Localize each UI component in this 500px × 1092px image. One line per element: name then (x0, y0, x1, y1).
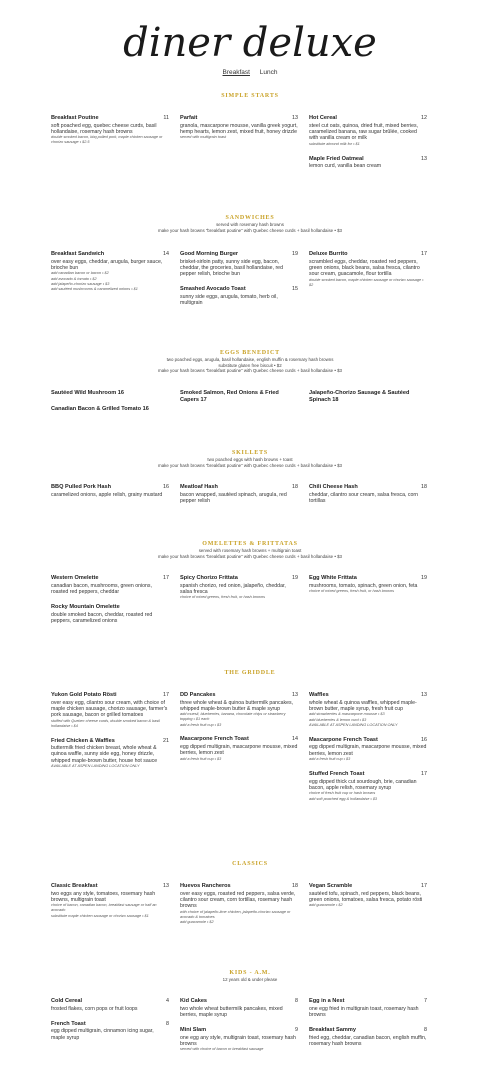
menu-item-price: 17 (163, 575, 169, 581)
menu-item-description: sautéed tofu, spinach, red peppers, black beans, green onions, tomatoes, salsa fresca, potato rösti (309, 890, 423, 903)
menu-item-description: canadian bacon, mushrooms, green onions, roasted red peppers, cheddar (51, 582, 152, 595)
menu-column (51, 390, 169, 422)
menu-section (0, 93, 500, 170)
menu-item-description: whole wheat & quinoa waffles, whipped maple-brown butter, maple syrup, fresh fruit cup (309, 699, 417, 712)
menu-item-note: add a fresh fruit cup • $3 (309, 757, 351, 762)
menu-item (309, 390, 427, 404)
section-subtitle: served with rosemary hash browns + multigrain toast (198, 548, 302, 553)
menu-column (180, 115, 298, 149)
section-subtitle: make your hash browns "breakfast poutine" with Quebec cheese curds + basil hollandaise • $3 (158, 368, 342, 374)
menu-section (0, 970, 500, 1052)
menu-item-description: sunny side eggs, arugula, tomato, herb oil, multigrain (180, 293, 278, 307)
menu-item-price: 13 (421, 692, 427, 698)
menu-column (309, 883, 427, 917)
menu-item-note: add avocado & tomato • $2 (51, 276, 97, 281)
menu-item (180, 998, 298, 1018)
menu-column (309, 692, 427, 811)
menu-item-price: 15 (292, 286, 298, 293)
section-title: SIMPLE STARTS (221, 93, 279, 99)
menu-item-name: Smashed Avocado Toast (180, 286, 246, 293)
section-title: SKILLETS (231, 450, 269, 456)
section-subtitle: two poached eggs with hash browns + toast (207, 457, 293, 462)
menu-item (180, 484, 298, 504)
menu-item (309, 1027, 427, 1047)
menu-item (309, 251, 427, 288)
menu-item-description: three whole wheat & quinoa buttermilk pancakes, whipped maple-brown butter & maple syrup (180, 699, 294, 712)
menu-item-description: soft poached egg, quebec cheese curds, basil hollandaise, rosemary hash browns (51, 122, 157, 135)
section-title: CLASSICS (232, 861, 268, 867)
menu-column (309, 998, 427, 1056)
section-title: OMELETTES & FRITTATAS (202, 541, 298, 547)
menu-column (180, 998, 298, 1061)
menu-item-header (309, 771, 427, 778)
menu-item-price: 17 (421, 771, 427, 777)
menu-item-header (51, 998, 169, 1005)
menu-item-price: 18 (292, 883, 298, 889)
diner-deluxe-logo (0, 4, 500, 68)
menu-item (180, 115, 298, 140)
logo-text: diner deluxe (123, 20, 377, 66)
menu-item-name: Egg White Frittata (309, 575, 357, 581)
menu-item-price: 8 (166, 1020, 169, 1027)
menu-item-price: 18 (421, 484, 427, 490)
menu-item-note: substitute maple chicken sausage or chorizo sausage • $1 (51, 913, 149, 918)
menu-item-name: Egg in a Nest (309, 998, 345, 1004)
menu-item-header (51, 604, 169, 611)
menu-item-header (180, 1027, 298, 1034)
menu-item-price: 16 (163, 484, 169, 490)
menu-item (51, 115, 169, 145)
section-subtitle: substitute gluten free biscuit • $2 (218, 362, 282, 368)
menu-item (309, 998, 427, 1018)
menu-item-name: Rocky Mountain Omelette (51, 604, 120, 611)
menu-item-note: add a fresh fruit cup • $3 (180, 756, 222, 761)
menu-item-header (309, 390, 427, 404)
menu-section (0, 215, 500, 307)
menu-item-description: over easy eggs, roasted red peppers, salsa verde, cilantro sour cream, corn tortillas, rosemary hash browns (180, 890, 296, 910)
menu-item-name: DD Pancakes (180, 692, 216, 698)
menu-item-name: Waffles (309, 692, 329, 698)
menu-item-note: add blueberries & lemon curd • $3 (309, 717, 367, 722)
menu-item-price: 19 (292, 575, 298, 581)
menu-item-price: 7 (424, 998, 427, 1004)
menu-item (180, 575, 298, 600)
menu-item-name: Kid Cakes (180, 998, 208, 1004)
menu-item-header (51, 692, 169, 699)
menu-item (180, 286, 298, 306)
menu-item-description: scrambled eggs, cheddar, roasted red peppers, green onions, black beans, salsa fresca, cilantro sour cream, guacamole, flour tortilla (309, 258, 420, 278)
menu-item-name: French Toast (51, 1020, 86, 1027)
menu-item (51, 738, 169, 770)
menu-item-note: choice of bacon, canadian bacon, breakfast sausage or half an avocado (51, 903, 157, 913)
menu-item-description: one egg fried in multigrain toast, rosemary hash browns (309, 1005, 419, 1018)
menu-item (51, 251, 169, 292)
menu-item-name: Maple Fried Oatmeal (309, 155, 364, 162)
menu-item-description: double smoked bacon, cheddar, roasted red peppers, caramelized onions (51, 611, 153, 624)
menu-column (180, 484, 298, 513)
menu-item-note: double smoked bacon, maple chicken sausage or chorizo sausage • $2 (309, 277, 424, 287)
section-title: EGGS BENEDICT (220, 350, 280, 356)
menu-item-header (309, 692, 427, 699)
menu-item-description: egg dipped multigrain, cinnamon icing sugar, maple syrup (51, 1028, 154, 1041)
menu-item-note: add a fresh fruit cup • $3 (180, 722, 222, 727)
menu-column (51, 251, 169, 301)
menu-item-price: 13 (421, 155, 427, 162)
menu-item-description: over easy eggs, cheddar, arugula, burger sauce, brioche bun (51, 258, 163, 271)
menu-item-price: 4 (166, 998, 169, 1004)
menu-item-header (180, 736, 298, 743)
menu-item (180, 390, 298, 404)
menu-column (309, 115, 427, 178)
menu-item-description: egg dipped thick cut sourdough, brie, canadian bacon, apple relish, rosemary syrup (309, 778, 417, 791)
menu-item-name: Deluxe Burrito (309, 251, 348, 257)
menu-item-header (180, 575, 298, 582)
menu-item-header (309, 575, 427, 582)
menu-item (309, 575, 427, 594)
menu-item-description: frosted flakes, corn pops or fruit loops (51, 1005, 138, 1012)
menu-item-name: Good Morning Burger (180, 251, 239, 257)
menu-item-header (309, 115, 427, 122)
menu-item-note: served with choice of bacon or breakfast sausage (180, 1047, 264, 1052)
menu-item (309, 771, 427, 802)
section-subtitle: 12 years old & under please (222, 977, 278, 982)
menu-item (309, 484, 427, 504)
section-subtitle: make your hash browns "breakfast poutine" with Quebec cheese curds + basil hollandaise • $3 (158, 553, 342, 559)
menu-item-name: Mascarpone French Toast (180, 736, 249, 743)
menu-item-header (309, 883, 427, 890)
menu-item-name: Jalapeño-Chorizo Sausage & Sautéed Spinach 18 (309, 390, 410, 403)
menu-item-price: 17 (421, 883, 427, 889)
menu-column (309, 575, 427, 603)
menu-item (51, 484, 169, 498)
menu-item-note: add jalapeño-chorizo sausage • $3 (51, 281, 110, 286)
menu-item-name: Smoked Salmon, Red Onions & Fried Capers 17 (180, 390, 279, 403)
menu-item-price: 19 (292, 251, 298, 257)
menu-item-note: AVAILABLE AT ASPEN LANDING LOCATION ONLY (51, 764, 140, 769)
menu-item-name: Mini Slam (180, 1027, 207, 1034)
menu-column (51, 484, 169, 507)
menu-item-price: 14 (292, 736, 298, 743)
menu-item-note: choice of mixed greens, fresh fruit, or hash browns (180, 595, 266, 600)
menu-column (180, 883, 298, 934)
menu-item-description: egg dipped multigrain, mascarpone mousse, mixed berries, lemon zest (180, 743, 298, 757)
menu-item-name: Parfait (180, 115, 198, 121)
menu-item-name: Chili Cheese Hash (309, 484, 358, 490)
menu-item-header (51, 883, 169, 890)
menu-item-note: add strawberries & mascarpone mousse • $3 (309, 712, 385, 717)
tab-breakfast[interactable]: Breakfast (222, 69, 250, 76)
menu-column (309, 251, 427, 297)
menu-item-name: Breakfast Sandwich (51, 251, 105, 257)
section-title: THE GRIDDLE (224, 670, 276, 676)
menu-item-header (51, 484, 169, 491)
menu-item-description: buttermilk fried chicken breast, whole wheat & quinoa waffle, sunny side egg, honey drizzle, whipped maple-brown butter, house hot sauce (51, 745, 158, 764)
menu-item-price: 21 (163, 737, 169, 744)
menu-item-price: 13 (292, 115, 298, 121)
menu-item-description: caramelized onions, apple relish, grainy mustard (51, 491, 163, 498)
menu-item (309, 115, 427, 147)
menu-item (51, 604, 169, 624)
menu-column (309, 390, 427, 413)
section-subtitle: make your hash browns "breakfast poutine" with Quebec cheese curds + basil hollandaise • $3 (158, 462, 342, 468)
menu-item-price: 8 (424, 1027, 427, 1034)
menu-column (180, 251, 298, 315)
menu-item-note: served with multigrain toast (180, 135, 227, 140)
menu-item-note: add sautéed mushrooms & caramelized onions • $1 (51, 287, 138, 291)
menu-item-description: spanish chorizo, red onion, jalapeño, cheddar, salsa fresca (180, 582, 286, 595)
menu-item (180, 251, 298, 277)
menu-item (51, 575, 169, 595)
menu-item-name: Yukon Gold Potato Rösti (51, 692, 117, 698)
menu-item-price: 13 (163, 883, 169, 889)
menu-item-header (309, 998, 427, 1005)
section-title: SANDWICHES (225, 215, 275, 221)
menu-column (180, 692, 298, 771)
menu-item-description: cheddar, cilantro sour cream, salsa fresca, corn tortillas (309, 491, 418, 504)
section-subtitle: two poached eggs, arugula, basil hollandaise, english muffin & rosemary hash browns (166, 357, 334, 362)
menu-item-header (309, 484, 427, 491)
menu-item-header (309, 1027, 427, 1034)
menu-item-note: double smoked bacon, bbq pulled pork, maple chicken sausage or chorizo sausage • $2.5 (51, 135, 163, 145)
menu-column (51, 692, 169, 778)
menu-item-price: 18 (292, 484, 298, 490)
menu-item-name: Fried Chicken & Waffles (51, 737, 115, 744)
menu-section (0, 450, 500, 504)
menu-item-price: 11 (163, 115, 169, 121)
menu-item-note: add soft poached egg & hollandaise • $3 (309, 796, 378, 801)
menu-item (309, 737, 427, 762)
menu-item-name: Cold Cereal (51, 998, 83, 1004)
menu-item-name: Western Omelette (51, 575, 99, 581)
menu-column (51, 575, 169, 633)
menu-item-price: 8 (295, 998, 298, 1004)
menu-item-description: bacon wrapped, sautéed spinach, arugula, red pepper relish (180, 491, 287, 504)
menu-item-price: 13 (292, 692, 298, 698)
menu-column (51, 883, 169, 927)
menu-item-description: lemon curd, vanilla bean cream (309, 163, 382, 170)
menu-item (51, 998, 169, 1012)
menu-item (309, 883, 427, 908)
menu-item-header (180, 484, 298, 491)
menu-item (51, 692, 169, 729)
menu-column (51, 115, 169, 154)
menu-column (309, 484, 427, 513)
menu-item-note: AVAILABLE AT ASPEN LANDING LOCATION ONLY (309, 722, 398, 727)
menu-item (51, 390, 169, 397)
menu-item-name: Meatloaf Hash (180, 484, 218, 490)
menu-item-header (180, 692, 298, 699)
menu-item-price: 19 (421, 575, 427, 581)
menu-item-header (309, 737, 427, 744)
menu-item-description: fried egg, cheddar, canadian bacon, english muffin, rosemary hash browns (309, 1034, 427, 1047)
menu-item-header (51, 575, 169, 582)
menu-item (51, 883, 169, 918)
menu-item-name: Sautéed Wild Mushroom 16 (51, 390, 124, 396)
section-subtitle: make your hash browns "breakfast poutine" with Quebec cheese curds + basil hollandaise • $3 (158, 227, 342, 233)
menu-item-header (51, 738, 169, 745)
menu-item-price: 9 (295, 1027, 298, 1034)
menu-item-description: one egg any style, multigrain toast, rosemary hash browns (180, 1034, 296, 1047)
menu-item (180, 692, 298, 727)
tab-lunch[interactable]: Lunch (259, 69, 278, 76)
menu-item-header (180, 883, 298, 890)
menu-item (51, 1021, 169, 1041)
menu-item-header (180, 998, 298, 1005)
menu-column (180, 390, 298, 413)
menu-item-note: choice of mixed greens, fresh fruit, or hash browns (309, 589, 395, 594)
menu-section (0, 861, 500, 924)
menu-item-header (180, 251, 298, 258)
menu-item-note: add guacamole • $2 (180, 919, 214, 924)
menu-item (180, 1027, 298, 1052)
menu-item-note: add canadian bacon or bacon • $2 (51, 271, 109, 276)
menu-item-price: 12 (421, 115, 427, 121)
menu-item-name: Spicy Chorizo Frittata (180, 575, 238, 581)
menu-item-description: two eggs any style, tomatoes, rosemary hash browns, multigrain toast (51, 890, 156, 903)
menu-item-header (51, 406, 169, 413)
menu-item-description: two whole wheat buttermilk pancakes, mixed berries, maple syrup (180, 1005, 283, 1018)
menu-item-header (51, 115, 169, 122)
menu-column (180, 575, 298, 609)
menu-item-note: add muesli, blueberries, banana, chocolate chips or strawberry topping • $1 each (180, 712, 286, 722)
menu-item-note: add guacamole • $2 (309, 903, 343, 908)
menu-item-name: Vegan Scramble (309, 883, 353, 889)
menu-nav (0, 69, 500, 76)
menu-item (309, 692, 427, 728)
menu-item-price: 17 (163, 692, 169, 698)
menu-item (180, 883, 298, 925)
menu-item-description: granola, mascarpone mousse, vanilla greek yogurt, hemp hearts, lemon zest, mixed fruit, honey drizzle (180, 122, 298, 135)
menu-item-description: brisket-sirloin patty, sunny side egg, bacon, cheddar, the groceries, basil hollandaise, red pepper relish, brioche bun (180, 258, 283, 278)
menu-item-price: 14 (163, 251, 169, 257)
menu-item-note: with choice of jalapeño-lime chicken, jalapeño-chorizo sausage or avocado & tomatoes (180, 909, 291, 919)
menu-item (180, 736, 298, 761)
menu-item-note: stuffed with Quebec cheese curds, double smoked bacon & basil hollandaise • $4 (51, 718, 160, 728)
menu-item-description: egg dipped multigrain, mascarpone mousse, mixed berries, lemon zest (309, 744, 427, 757)
menu-item-header (180, 115, 298, 122)
menu-item-header (309, 251, 427, 258)
menu-item-header (51, 251, 169, 258)
menu-section (0, 541, 500, 624)
section-title: KIDS - A.M. (229, 970, 271, 976)
menu-item-name: Breakfast Sammy (309, 1027, 356, 1034)
menu-item-header (180, 390, 298, 404)
menu-column (51, 998, 169, 1050)
menu-item-description: steel cut oats, quinoa, dried fruit, mixed berries, caramelized banana, raw sugar brûlée, cooked with vanilla cream or milk (309, 122, 418, 142)
menu-item-header (180, 286, 298, 293)
menu-item-description: mushrooms, tomato, spinach, green onion, feta (309, 582, 418, 589)
menu-item-note: choice of fresh fruit cup or hash browns (309, 791, 376, 796)
menu-item-name: Classic Breakfast (51, 883, 98, 889)
menu-item-name: Breakfast Poutine (51, 115, 99, 121)
section-subtitle: served with rosemary hash browns (216, 222, 284, 227)
menu-item-name: Canadian Bacon & Grilled Tomato 16 (51, 406, 149, 412)
menu-item-description: over easy egg, cilantro sour cream, with choice of maple chicken sausage, chorizo sausage, farmer's pork sausage, bacon or grilled tomatoes (51, 699, 168, 719)
menu-item (51, 406, 169, 413)
menu-item-header (51, 390, 169, 397)
menu-item-name: Stuffed French Toast (309, 771, 365, 777)
menu-section (0, 670, 500, 801)
menu-item-header (51, 1021, 169, 1028)
menu-item-price: 17 (421, 251, 427, 257)
menu-item-price: 16 (421, 736, 427, 743)
menu-item-note: substitute almond milk for • $1 (309, 141, 360, 146)
menu-item (309, 156, 427, 170)
menu-item-header (309, 156, 427, 163)
menu-item-name: Hot Cereal (309, 115, 337, 121)
menu-item-name: Huevos Rancheros (180, 883, 231, 889)
menu-section (0, 350, 500, 412)
menu-item-name: Mascarpone French Toast (309, 736, 378, 743)
menu-item-name: BBQ Pulled Pork Hash (51, 484, 111, 490)
